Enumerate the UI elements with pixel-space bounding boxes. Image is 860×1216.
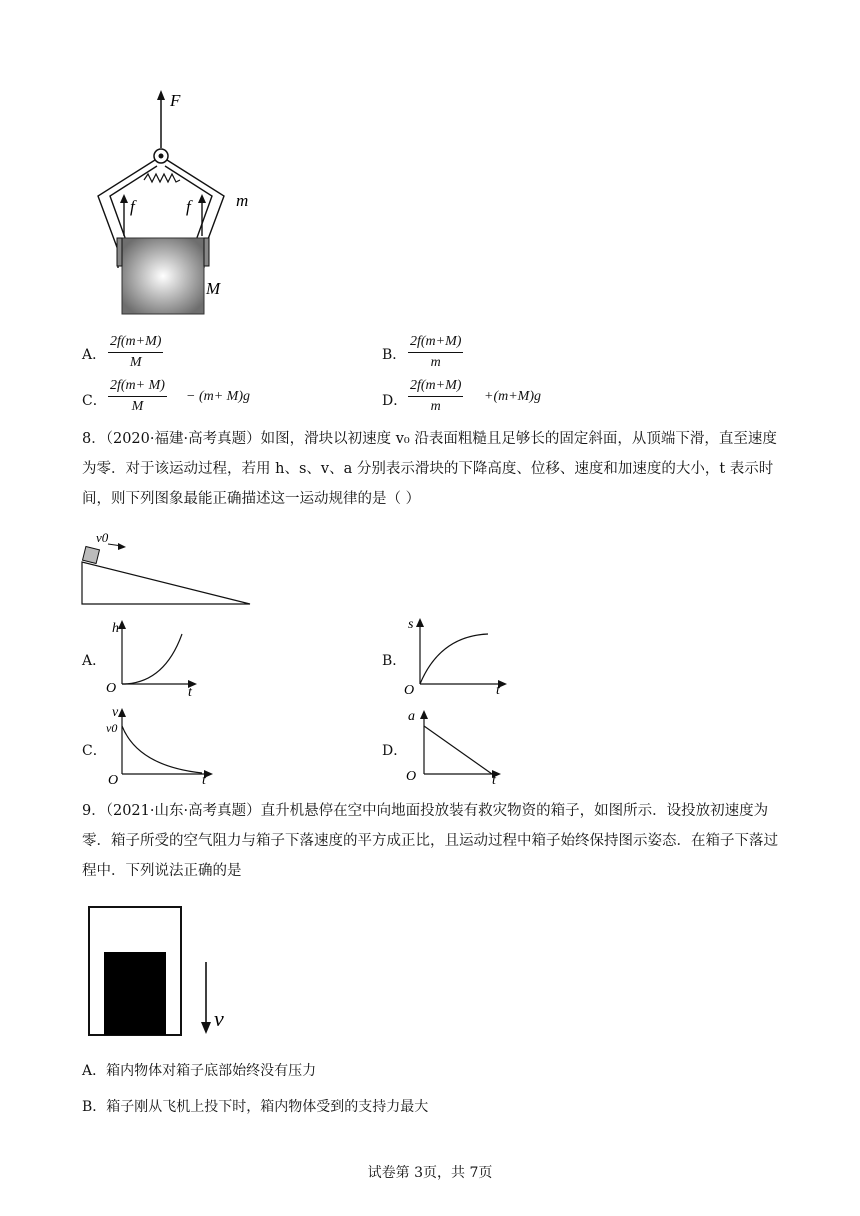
t-axis-label: t	[202, 773, 206, 786]
v0-label: v0	[96, 530, 109, 545]
falling-box-figure	[86, 904, 246, 1038]
q8-graph-a-t	[402, 704, 508, 786]
option-d-numerator: 2f(m+M)	[408, 378, 463, 397]
option-c-numerator: 2f(m+ M)	[108, 378, 167, 397]
option-b-denominator: m	[430, 355, 441, 370]
page-footer: 试卷第 3页，共 7页	[367, 1165, 493, 1181]
origin-label: O	[108, 773, 119, 786]
t-axis-label: t	[492, 773, 496, 786]
q8-graph-s-t	[402, 614, 512, 696]
option-a-denominator: M	[129, 355, 142, 370]
origin-label: O	[106, 681, 117, 696]
question-8-text: 8．（2020·福建·高考真题）如图，滑块以初速度 v₀ 沿表面粗糙且足够长的固定斜面，从顶端下滑，直至速度为零．对于该运动过程，若用 h、s、v、a 分别表示滑块的下降高度、位移、速度和加速度的大小，t 表示时间，则下列图象最能正确描述这一运动规律的是（ ）	[82, 431, 777, 507]
option-a-formula	[108, 334, 163, 371]
mass-m-label: m	[236, 191, 249, 210]
question-9-text: 9．（2021·山东·高考真题）直升机悬停在空中向地面投放装有救灾物资的箱子，如图所示．设投放初速度为零．箱子所受的空气阻力与箱子下落速度的平方成正比，且运动过程中箱子始终保持图示姿态．在箱子下落过程中．下列说法正确的是	[82, 803, 778, 879]
origin-label: O	[404, 683, 415, 696]
q8-graph-h-t	[104, 618, 200, 696]
option-c-formula	[108, 378, 167, 415]
friction-f-right-label: f	[186, 197, 191, 216]
option-c-letter: C．	[82, 393, 107, 409]
force-F-label: F	[170, 91, 181, 110]
s-axis-label: s	[408, 617, 414, 632]
v0-axis-label: v0	[106, 721, 118, 735]
incline-figure	[78, 528, 258, 608]
a-axis-label: a	[408, 709, 415, 724]
option-b-letter: B．	[382, 347, 407, 363]
q9-option-b: B．箱子刚从飞机上投下时，箱内物体受到的支持力最大	[82, 1099, 429, 1115]
q9-option-a: A．箱内物体对箱子底部始终没有压力	[82, 1063, 317, 1079]
claw-gripper-figure	[80, 88, 270, 328]
option-a-letter: A．	[82, 347, 107, 363]
velocity-v-label: v	[214, 1006, 224, 1031]
option-d-tail: +(m+M)g	[484, 389, 541, 404]
option-d-formula	[408, 378, 463, 415]
mass-M-label: M	[206, 279, 221, 298]
q8-option-a-letter: A．	[82, 653, 107, 669]
option-d-denominator: m	[430, 399, 441, 414]
t-axis-label: t	[188, 685, 192, 696]
option-c-denominator: M	[131, 399, 144, 414]
origin-label: O	[406, 769, 417, 784]
v-axis-label: v	[112, 705, 119, 720]
q8-graph-v-t	[102, 704, 218, 786]
option-b-numerator: 2f(m+M)	[408, 334, 463, 353]
h-axis-label: h	[112, 621, 119, 636]
friction-f-left-label: f	[130, 197, 135, 216]
option-d-letter: D．	[382, 393, 408, 409]
q8-option-c-letter: C．	[82, 743, 107, 759]
option-a-numerator: 2f(m+M)	[108, 334, 163, 353]
t-axis-label: t	[496, 683, 500, 696]
q8-option-d-letter: D．	[382, 743, 408, 759]
option-c-tail: − (m+ M)g	[186, 389, 250, 404]
option-b-formula	[408, 334, 463, 371]
q8-option-b-letter: B．	[382, 653, 407, 669]
